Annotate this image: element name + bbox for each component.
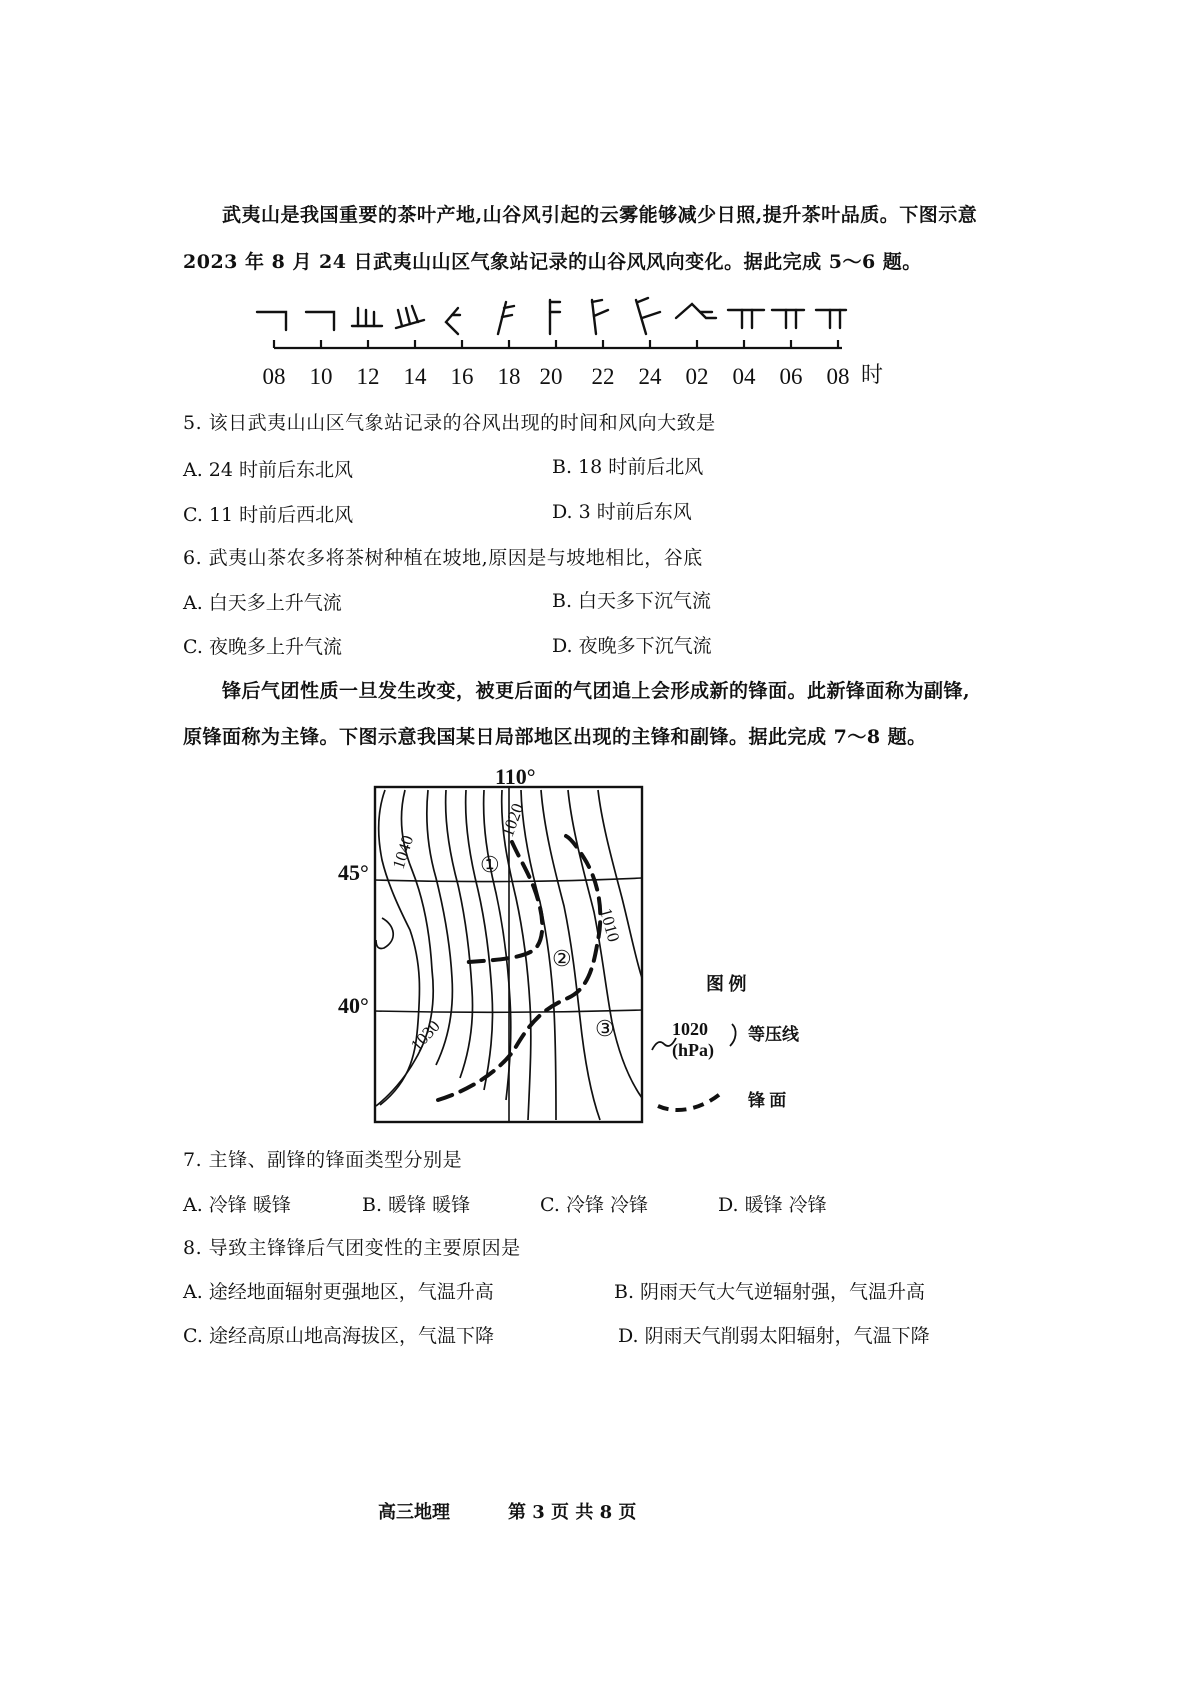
front-isobar-map [0, 760, 1200, 1150]
q6-option-b: B. 白天多下沉气流 [552, 590, 712, 612]
tick-label: 20 [539, 364, 563, 389]
legend-title: 图 例 [706, 974, 747, 994]
legend-isobar-unit: (hPa) [672, 1040, 714, 1060]
wind-barb-06 [772, 310, 804, 328]
q5-option-d: D. 3 时前后东风 [552, 501, 692, 523]
tick-label: 02 [685, 364, 709, 389]
q6-option-d: D. 夜晚多下沉气流 [552, 635, 712, 657]
marker-3: ③ [595, 1016, 615, 1041]
legend-isobar-value: 1020 [672, 1019, 708, 1039]
latitude-45-label: 45° [338, 860, 369, 885]
wind-barb-24 [636, 298, 660, 334]
q7-option-b: B. 暖锋 暖锋 [362, 1194, 471, 1216]
tick-label: 12 [356, 364, 380, 389]
passage-1-line-1: 武夷山是我国重要的茶叶产地,山谷风引起的云雾能够减少日照,提升茶叶品质。下图示意 [222, 204, 978, 226]
q5-option-b: B. 18 时前后北风 [552, 456, 704, 478]
q7-option-d: D. 暖锋 冷锋 [718, 1194, 827, 1216]
wind-barb-10 [306, 312, 334, 330]
wind-barb-16 [446, 308, 460, 334]
q5-stem: 5. 该日武夷山山区气象站记录的谷风出现的时间和风向大致是 [183, 412, 716, 434]
wind-barbs [257, 298, 846, 334]
wind-barb-12 [352, 308, 382, 326]
tick-label: 22 [591, 364, 615, 389]
wind-barb-18 [498, 302, 514, 334]
marker-1: ① [480, 852, 500, 877]
secondary-front [438, 836, 600, 1100]
map-legend [652, 973, 800, 1110]
time-axis [274, 340, 842, 348]
tick-label: 10 [309, 364, 333, 389]
tick-label: 06 [779, 364, 803, 389]
passage-2-line-1: 锋后气团性质一旦发生改变，被更后面的气团追上会形成新的锋面。此新锋面称为副锋, [222, 680, 971, 702]
passage-1-line-2: 2023 年 8 月 24 日武夷山山区气象站记录的山谷风风向变化。据此完成 5～6 题。 [183, 251, 922, 273]
latitude-40-label: 40° [338, 993, 369, 1018]
wind-barb-22 [592, 300, 608, 334]
q6-option-c: C. 夜晚多上升气流 [183, 636, 342, 658]
wind-barb-08 [257, 312, 286, 330]
fronts [438, 836, 600, 1100]
marker-2: ② [552, 946, 572, 971]
isobar-label-1030: 1030 [406, 1016, 444, 1055]
q8-option-a: A. 途经地面辐射更强地区，气温升高 [183, 1281, 494, 1303]
tick-label: 08 [826, 364, 850, 389]
q8-option-d: D. 阴雨天气削弱太阳辐射，气温下降 [618, 1325, 930, 1347]
wind-barb-14 [396, 306, 424, 328]
tick-label: 18 [497, 364, 521, 389]
wind-barb-04 [728, 310, 764, 328]
legend-front-label: 锋 面 [748, 1091, 787, 1110]
tick-label: 24 [638, 364, 662, 389]
wind-barb-20 [550, 300, 560, 334]
q8-option-c: C. 途经高原山地高海拔区，气温下降 [183, 1325, 494, 1347]
wind-barb-08-end [816, 310, 846, 328]
passage-2-line-2: 原锋面称为主锋。下图示意我国某日局部地区出现的主锋和副锋。据此完成 7～8 题。 [183, 726, 927, 748]
q7-stem: 7. 主锋、副锋的锋面类型分别是 [183, 1149, 463, 1171]
longitude-label: 110° [495, 764, 536, 789]
isobar-label-1010: 1010 [596, 906, 624, 944]
q5-option-c: C. 11 时前后西北风 [183, 504, 354, 526]
isobar-label-1020: 1020 [497, 800, 528, 840]
legend-isobar-label: 等压线 [748, 1025, 799, 1044]
footer-page-number: 第 3 页 共 8 页 [508, 1502, 637, 1523]
q7-option-a: A. 冷锋 暖锋 [183, 1194, 291, 1216]
tick-label: 08 [262, 364, 286, 389]
isobar-label-1040: 1040 [388, 833, 418, 872]
q6-stem: 6. 武夷山茶农多将茶树种植在坡地,原因是与坡地相比，谷底 [183, 547, 703, 569]
q7-option-c: C. 冷锋 冷锋 [540, 1194, 648, 1216]
q8-stem: 8. 导致主锋锋后气团变性的主要原因是 [183, 1237, 521, 1259]
q5-option-a: A. 24 时前后东北风 [183, 459, 354, 481]
tick-label: 14 [403, 364, 427, 389]
q8-option-b: B. 阴雨天气大气逆辐射强，气温升高 [614, 1281, 926, 1303]
tick-label: 04 [732, 364, 756, 389]
tick-label: 16 [450, 364, 474, 389]
time-unit: 时 [860, 362, 884, 387]
wind-barb-02 [676, 304, 716, 318]
footer-subject: 高三地理 [378, 1502, 450, 1523]
q6-option-a: A. 白天多上升气流 [183, 592, 342, 614]
